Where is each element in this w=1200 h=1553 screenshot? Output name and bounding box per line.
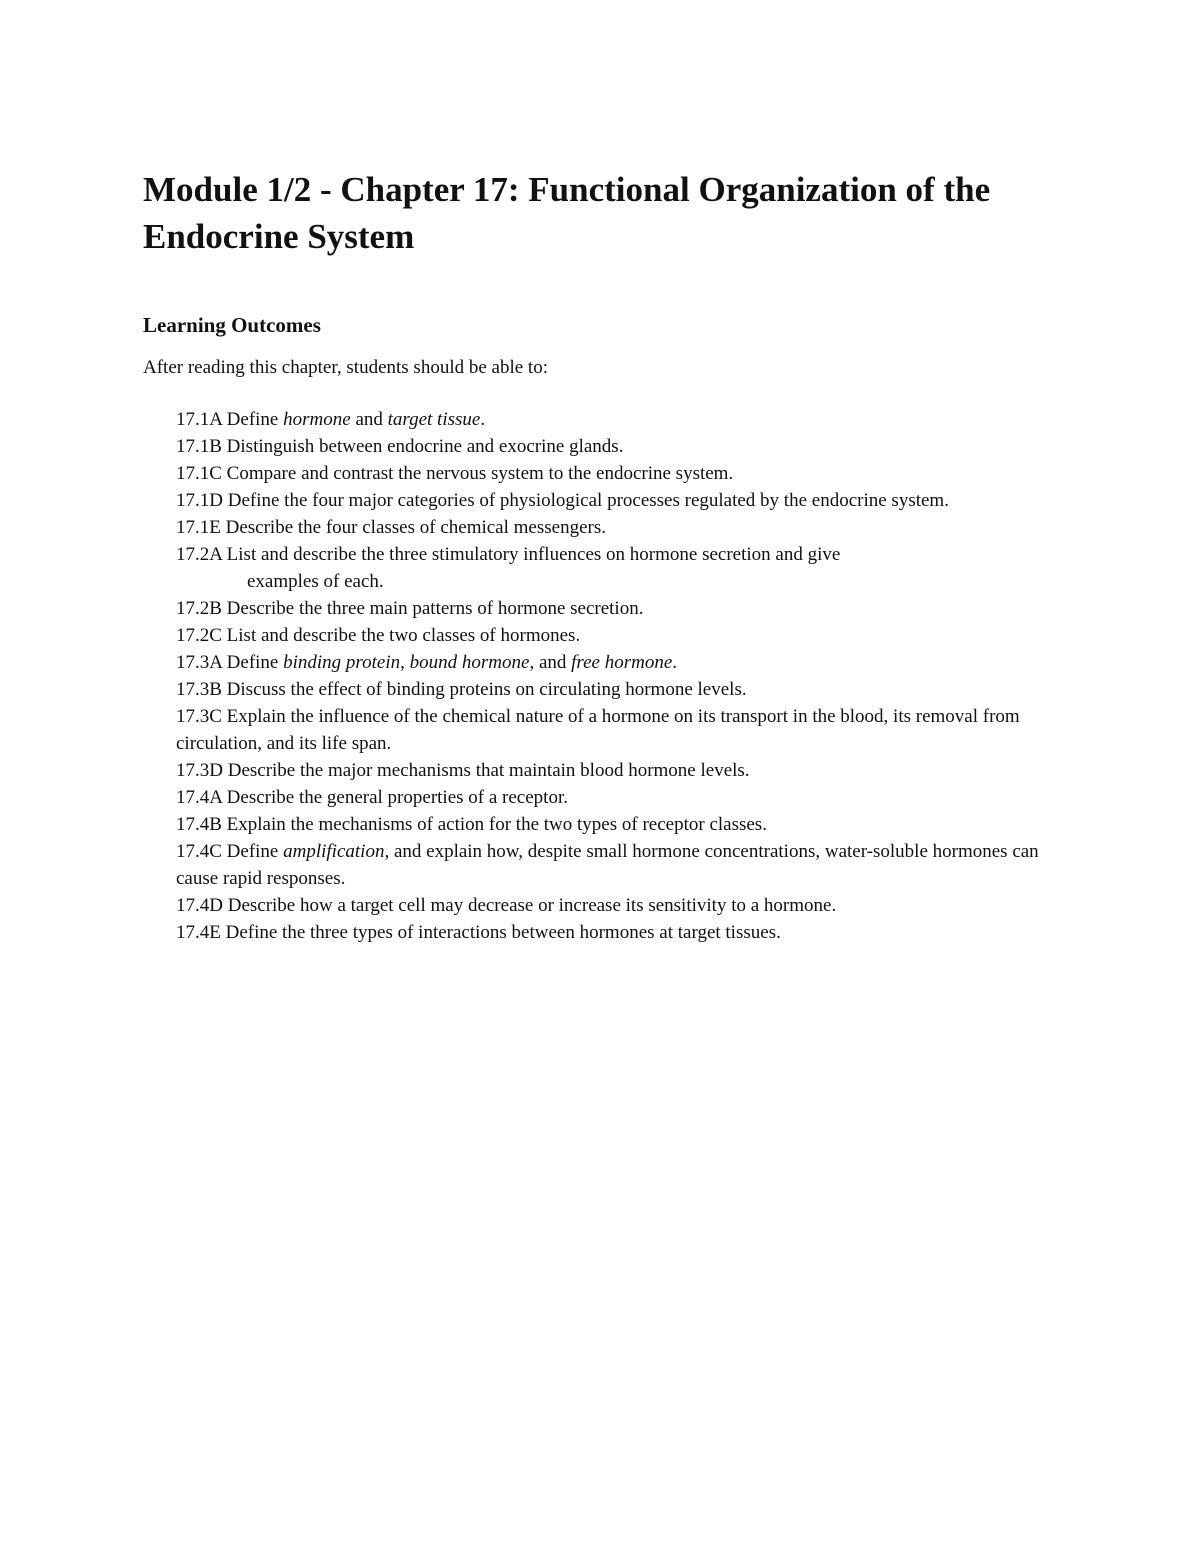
outcome-17-2a: 17.2A List and describe the three stimulatory influences on hormone secretion and give examples of each. [176, 544, 841, 592]
outcome-17-2b: 17.2B Describe the three main patterns of hormone secretion. [176, 598, 644, 619]
outcome-17-1d: 17.1D Define the four major categories of physiological processes regulated by the endocrine system. [176, 490, 949, 511]
page-title: Module 1/2 - Chapter 17: Functional Organization of the Endocrine System [143, 170, 991, 256]
outcome-17-4d: 17.4D Describe how a target cell may decrease or increase its sensitivity to a hormone. [176, 895, 837, 916]
outcome-17-1b: 17.1B Distinguish between endocrine and exocrine glands. [176, 436, 624, 457]
outcome-17-3b: 17.3B Discuss the effect of binding proteins on circulating hormone levels. [176, 679, 747, 700]
learning-outcomes-list [176, 406, 1066, 946]
outcome-17-1c: 17.1C Compare and contrast the nervous system to the endocrine system. [176, 463, 734, 484]
outcome-17-4a: 17.4A Describe the general properties of a receptor. [176, 787, 568, 808]
outcome-17-3c: 17.3C Explain the influence of the chemical nature of a hormone on its transport in the blood, its removal from circulation, and its life span. [176, 706, 1020, 754]
intro-text: After reading this chapter, students should be able to: [143, 357, 548, 378]
outcome-17-1e: 17.1E Describe the four classes of chemical messengers. [176, 517, 606, 538]
outcome-17-4e: 17.4E Define the three types of interactions between hormones at target tissues. [176, 922, 781, 943]
outcome-17-4b: 17.4B Explain the mechanisms of action for the two types of receptor classes. [176, 814, 767, 835]
outcome-17-3d: 17.3D Describe the major mechanisms that maintain blood hormone levels. [176, 760, 750, 781]
section-heading: Learning Outcomes [143, 313, 321, 337]
outcome-17-2c: 17.2C List and describe the two classes of hormones. [176, 625, 581, 646]
outcome-17-1a: 17.1A Define hormone and target tissue. [176, 409, 486, 430]
outcome-17-3a: 17.3A Define binding protein, bound hormone, and free hormone. [176, 652, 678, 673]
outcome-17-4c: 17.4C Define amplification, and explain how, despite small hormone concentrations, water-soluble hormones can cause rapid responses. [176, 841, 1039, 889]
